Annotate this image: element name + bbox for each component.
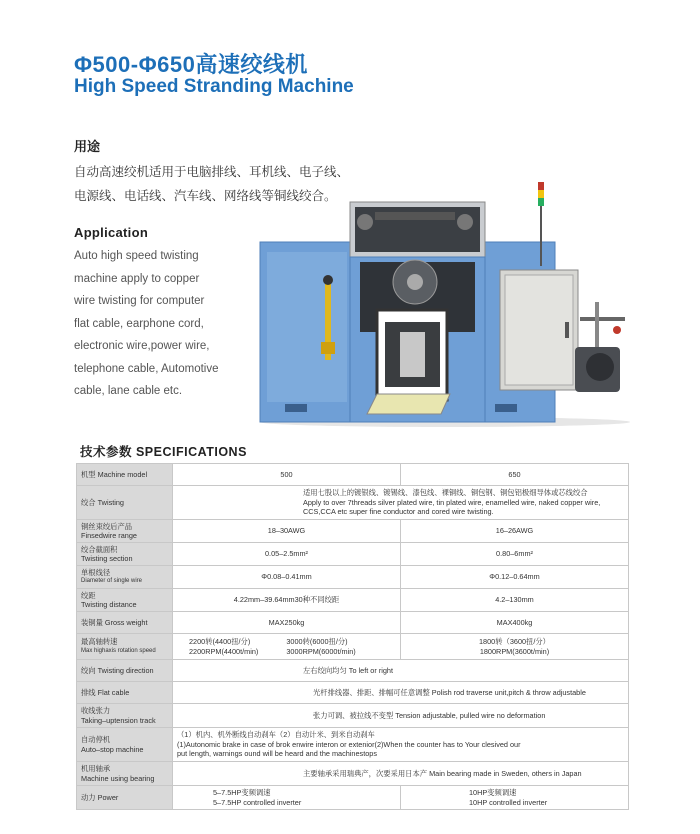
application-line: wire twisting for computer bbox=[74, 295, 205, 307]
table-row bbox=[77, 634, 629, 660]
application-line: Auto high speed twisting bbox=[74, 250, 199, 262]
bearing-value: 主要轴承采用瑞典产，次要采用日本产 Main bearing made in Sweden, others in Japan bbox=[173, 762, 629, 786]
row-label: 绞合截面积 Twisting section bbox=[77, 543, 173, 566]
row-label: 自动停机 Auto–stop machine bbox=[77, 728, 173, 762]
table-row bbox=[77, 786, 629, 810]
cell-500: 4.22mm–39.64mm30种不同绞距 bbox=[173, 589, 401, 612]
cell-500: 18–30AWG bbox=[173, 520, 401, 543]
application-line: telephone cable, Automotive bbox=[74, 362, 219, 375]
cell-650: 0.80–6mm² bbox=[401, 543, 629, 566]
table-row bbox=[77, 486, 629, 520]
application-line: cable, lane cable etc. bbox=[74, 385, 183, 397]
usage-heading: 用途 bbox=[74, 139, 101, 154]
application-text bbox=[74, 245, 224, 403]
specifications-table bbox=[76, 463, 629, 810]
application-line: electronic wire,power wire, bbox=[74, 340, 210, 352]
direction-value: 左右绞向均匀 To left or right bbox=[173, 660, 629, 682]
cell-650: 4.2–130mm bbox=[401, 589, 629, 612]
cell-650: 10HP变频调速 10HP controlled inverter bbox=[401, 786, 629, 810]
row-label: 绞合 Twisting bbox=[77, 486, 173, 520]
usage-line: 自动高速绞机适用于电脑排线、耳机线、电子线、 bbox=[74, 165, 350, 179]
row-label: 排线 Flat cable bbox=[77, 682, 173, 704]
row-label: 最高轴转速 Max highaxis rotation speed bbox=[77, 634, 173, 660]
row-label: 绞向 Twisting direction bbox=[77, 660, 173, 682]
row-label: 装铜量 Gross weight bbox=[77, 612, 173, 634]
row-label: 动力 Power bbox=[77, 786, 173, 810]
model-650-value: 650 bbox=[401, 464, 629, 486]
cell-500: 5–7.5HP变频调速 5–7.5HP controlled inverter bbox=[173, 786, 401, 810]
table-row bbox=[77, 566, 629, 589]
table-row bbox=[77, 704, 629, 728]
table-row bbox=[77, 728, 629, 762]
cell-650: 1800转（3600扭/分） 1800RPM(3600t/min) bbox=[401, 634, 629, 660]
specifications-heading: 技术参数 SPECIFICATIONS bbox=[80, 445, 247, 459]
application-heading: Application bbox=[74, 225, 149, 240]
cell-500: Φ0.08–0.41mm bbox=[173, 566, 401, 589]
row-label: 收线张力 Taking–uptension track bbox=[77, 704, 173, 728]
usage-line: 电源线、电话线、汽车线、网络线等铜线绞合。 bbox=[74, 189, 337, 203]
cell-650: MAX400kg bbox=[401, 612, 629, 634]
table-row bbox=[77, 464, 629, 486]
auto-stop-value: （1）机内、机外断线自动刹车（2）自动计米、到米自动刹车 (1)Autonomic brake in case of brok enwire interon or extenior(2)When the counter has to Your clesived our put length, warnings ound will be heard and the machinestops bbox=[173, 728, 629, 762]
machine-photo bbox=[255, 182, 635, 427]
page-title: Φ500-Φ650高速绞线机 bbox=[74, 52, 308, 77]
table-row bbox=[77, 682, 629, 704]
row-label: 绞距 Twisting distance bbox=[77, 589, 173, 612]
cell-500: 2200转(4400扭/分) 2200RPM(4400t/min) 3000转(6000扭/分) 3000RPM(6000t/min) bbox=[173, 634, 401, 660]
application-line: machine apply to copper bbox=[74, 272, 200, 285]
table-row bbox=[77, 762, 629, 786]
model-500-value: 500 bbox=[173, 464, 401, 486]
table-row bbox=[77, 520, 629, 543]
application-line: flat cable, earphone cord, bbox=[74, 317, 204, 330]
table-row bbox=[77, 660, 629, 682]
cell-650: 16–26AWG bbox=[401, 520, 629, 543]
table-row bbox=[77, 589, 629, 612]
twisting-value: 适用七股以上的镀银线、镀锡线、漆包线、裸铜线、铜包钢、铜包铝极细导体或芯线绞合 Apply to over 7threads silver plated wire, tin plated wire, enamelled wire, naked copper wire, CCS,CCA etc super fine conductor and cored wire twisting. bbox=[173, 486, 629, 520]
cell-500: 0.05–2.5mm² bbox=[173, 543, 401, 566]
cell-500: MAX250kg bbox=[173, 612, 401, 634]
cell-650: Φ0.12–0.64mm bbox=[401, 566, 629, 589]
tension-value: 张力可调、被拉线不变型 Tension adjustable, pulled wire no deformation bbox=[173, 704, 629, 728]
flat-cable-value: 光杆排线器、排距、排幅可任意调整 Polish rod traverse unit,pitch & throw adjustable bbox=[173, 682, 629, 704]
table-row bbox=[77, 612, 629, 634]
row-label: 单根线径 Diameter of single wire bbox=[77, 566, 173, 589]
row-label: 铜丝束绞后产品 Finsedwire range bbox=[77, 520, 173, 543]
table-row bbox=[77, 543, 629, 566]
row-label: 机型 Machine model bbox=[77, 464, 173, 486]
page-subtitle: High Speed Stranding Machine bbox=[74, 76, 354, 97]
row-label: 机用轴承 Machine using bearing bbox=[77, 762, 173, 786]
